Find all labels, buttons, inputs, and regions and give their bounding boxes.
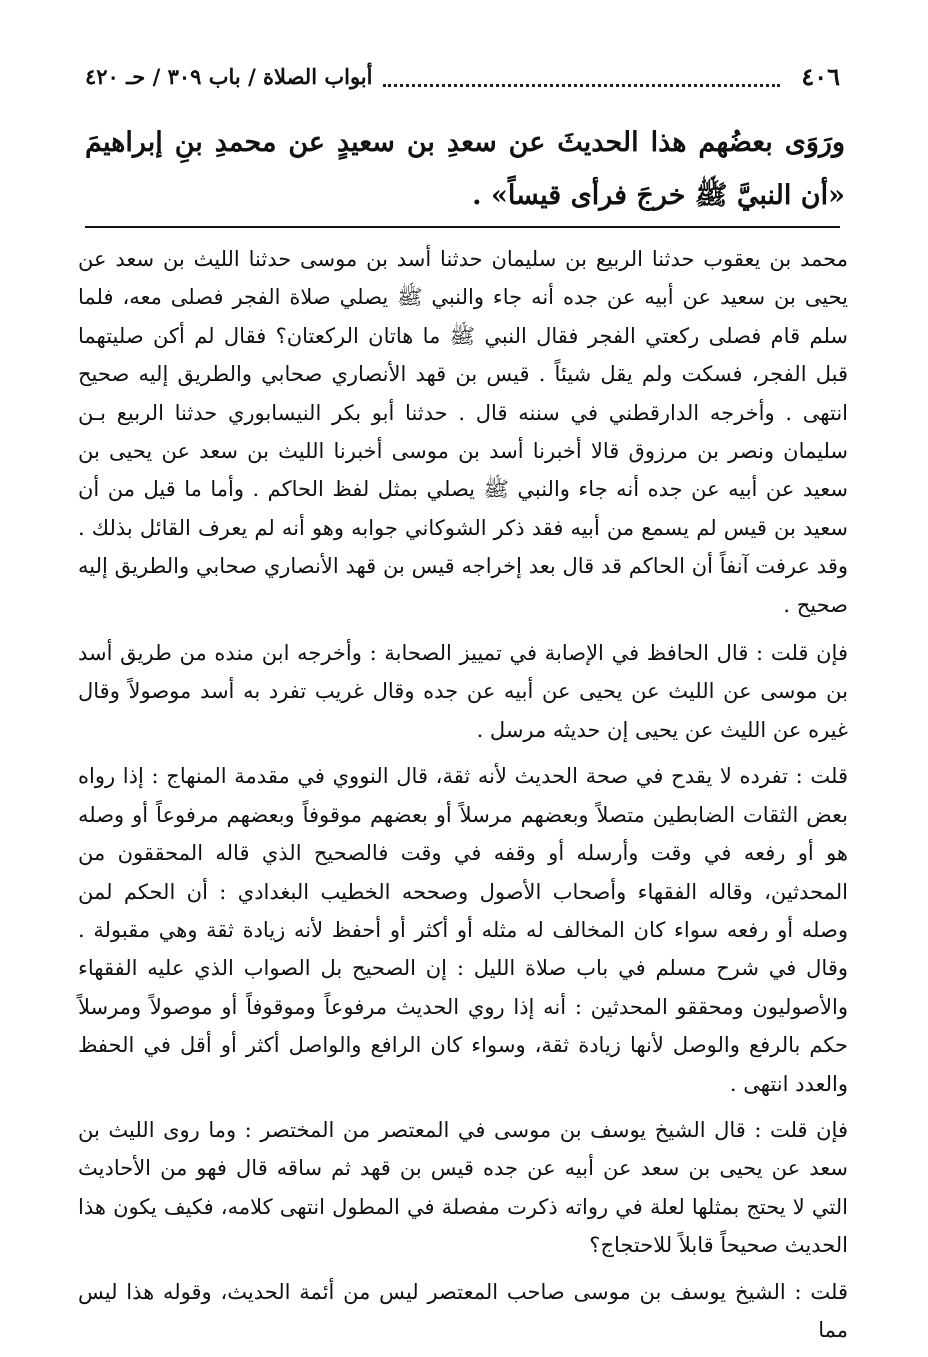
commentary-paragraph: محمد بن يعقوب حدثنا الربيع بن سليمان حدثنا أسد بن موسى حدثنا الليث بن سعد عن يحيى بن سعيد عن أبيه عن جده أنه جاء والنبي ﷺ يصلي صلاة الفجر فصلى معه، فلما سلم قام فصلى ركعتي الفجر فقال النبي ﷺ ما هاتان الركعتان؟ فقال لم أكن صليتهما قبل الفجر، فسكت ولم يقل شيئاً . قيس بن قهد الأنصاري صحابي والطريق إليه صحيح انتهى . وأخرجه الدارقطني في سننه قال . حدثنا أبو بكر النيسابوري حدثنا الربيع بـن سليمان ونصر بن مرزوق قالا أخبرنا أسد بن موسى أخبرنا الليث بن سعد عن يحيى بن سعيد عن أبيه عن جده أنه جاء والنبي ﷺ يصلي بمثل لفظ الحاكم . وأما ما قيل من أن سعيد بن قيس لم يسمع من أبيه فقد ذكر الشوكاني جوابه وهو أنه لم يعرف القائل بذلك . وقد عرفت آنفاً أن الحاكم قد قال بعد إخراجه قيس بن قهد الأنصاري صحابي والطريق إليه صحيح . — [78, 247, 848, 617]
header-dotted-leader — [383, 84, 780, 87]
running-header — [85, 62, 840, 96]
commentary — [78, 240, 848, 1357]
commentary-paragraph: فإن قلت : قال الحافظ في الإصابة في تمييز الصحابة : وأخرجه ابن منده من طريق أسد بن موسى عن الليث عن يحيى عن أبيه عن جده وقال غريب تفرد به أسد موصولاً وقال غيره عن الليث عن يحيى إن حديثه مرسل . — [78, 641, 848, 742]
commentary-paragraph: قلت : تفرده لا يقدح في صحة الحديث لأنه ثقة، قال النووي في مقدمة المنهاج : إذا رواه بعض الثقات الضابطين متصلاً وبعضهم مرسلاً أو بعضهم موقوفاً وبعضهم مرفوعاً أو وصله هو أو رفعه في وقت وأرسله أو وقفه في وقت فالصحيح الذي قاله المحققون من المحدثين، وقاله الفقهاء وأصحاب الأصول وصححه الخطيب البغدادي : أن الحكم لمن وصله أو رفعه سواء كان المخالف له مثله أو أكثر أو أحفظ لأنه زيادة ثقة وهي مقبولة . وقال في شرح مسلم في باب صلاة الليل : إن الصحيح بل الصواب الذي عليه الفقهاء والأصوليون ومحققو المحدثين : أنه إذا روي الحديث مرفوعاً وموقوفاً أو موصولاً ومرسلاً حكم بالرفع والوصل لأنها زيادة ثقة، وسواء كان الرافع والواصل أكثر أو أقل في الحفظ والعدد انتهى . — [78, 764, 848, 1096]
commentary-paragraph: فإن قلت : قال الشيخ يوسف بن موسى في المعتصر من المختصر : وما روى الليث بن سعد عن يحيى بن سعد عن أبيه عن جده قيس بن قهد ثم ساقه قال فهو من الأحاديث التي لا يحتج بمثلها لعلة في رواته ذكرت مفصلة في المطول انتهى كلامه، فكيف يكون هذا الحديث صحيحاً قابلاً للاحتجاج؟ — [78, 1117, 848, 1258]
chapter-title: أبواب الصلاة / باب ٣٠٩ / حـ ٤٢٠ — [85, 64, 373, 89]
page-number: ٤٠٦ — [801, 62, 840, 91]
commentary-paragraph: قلت : الشيخ يوسف بن موسى صاحب المعتصر ليس من أئمة الحديث، وقوله هذا ليس مما — [78, 1279, 848, 1342]
main-text: ورَوَى بعضُهم هذا الحديثَ عن سعدِ بن سعيدٍ عن محمدِ بنِ إبراهيمَ «أن النبيَّ ﷺ خرجَ فرأى قيساً» . — [85, 127, 845, 211]
text-divider-rule — [85, 226, 840, 228]
